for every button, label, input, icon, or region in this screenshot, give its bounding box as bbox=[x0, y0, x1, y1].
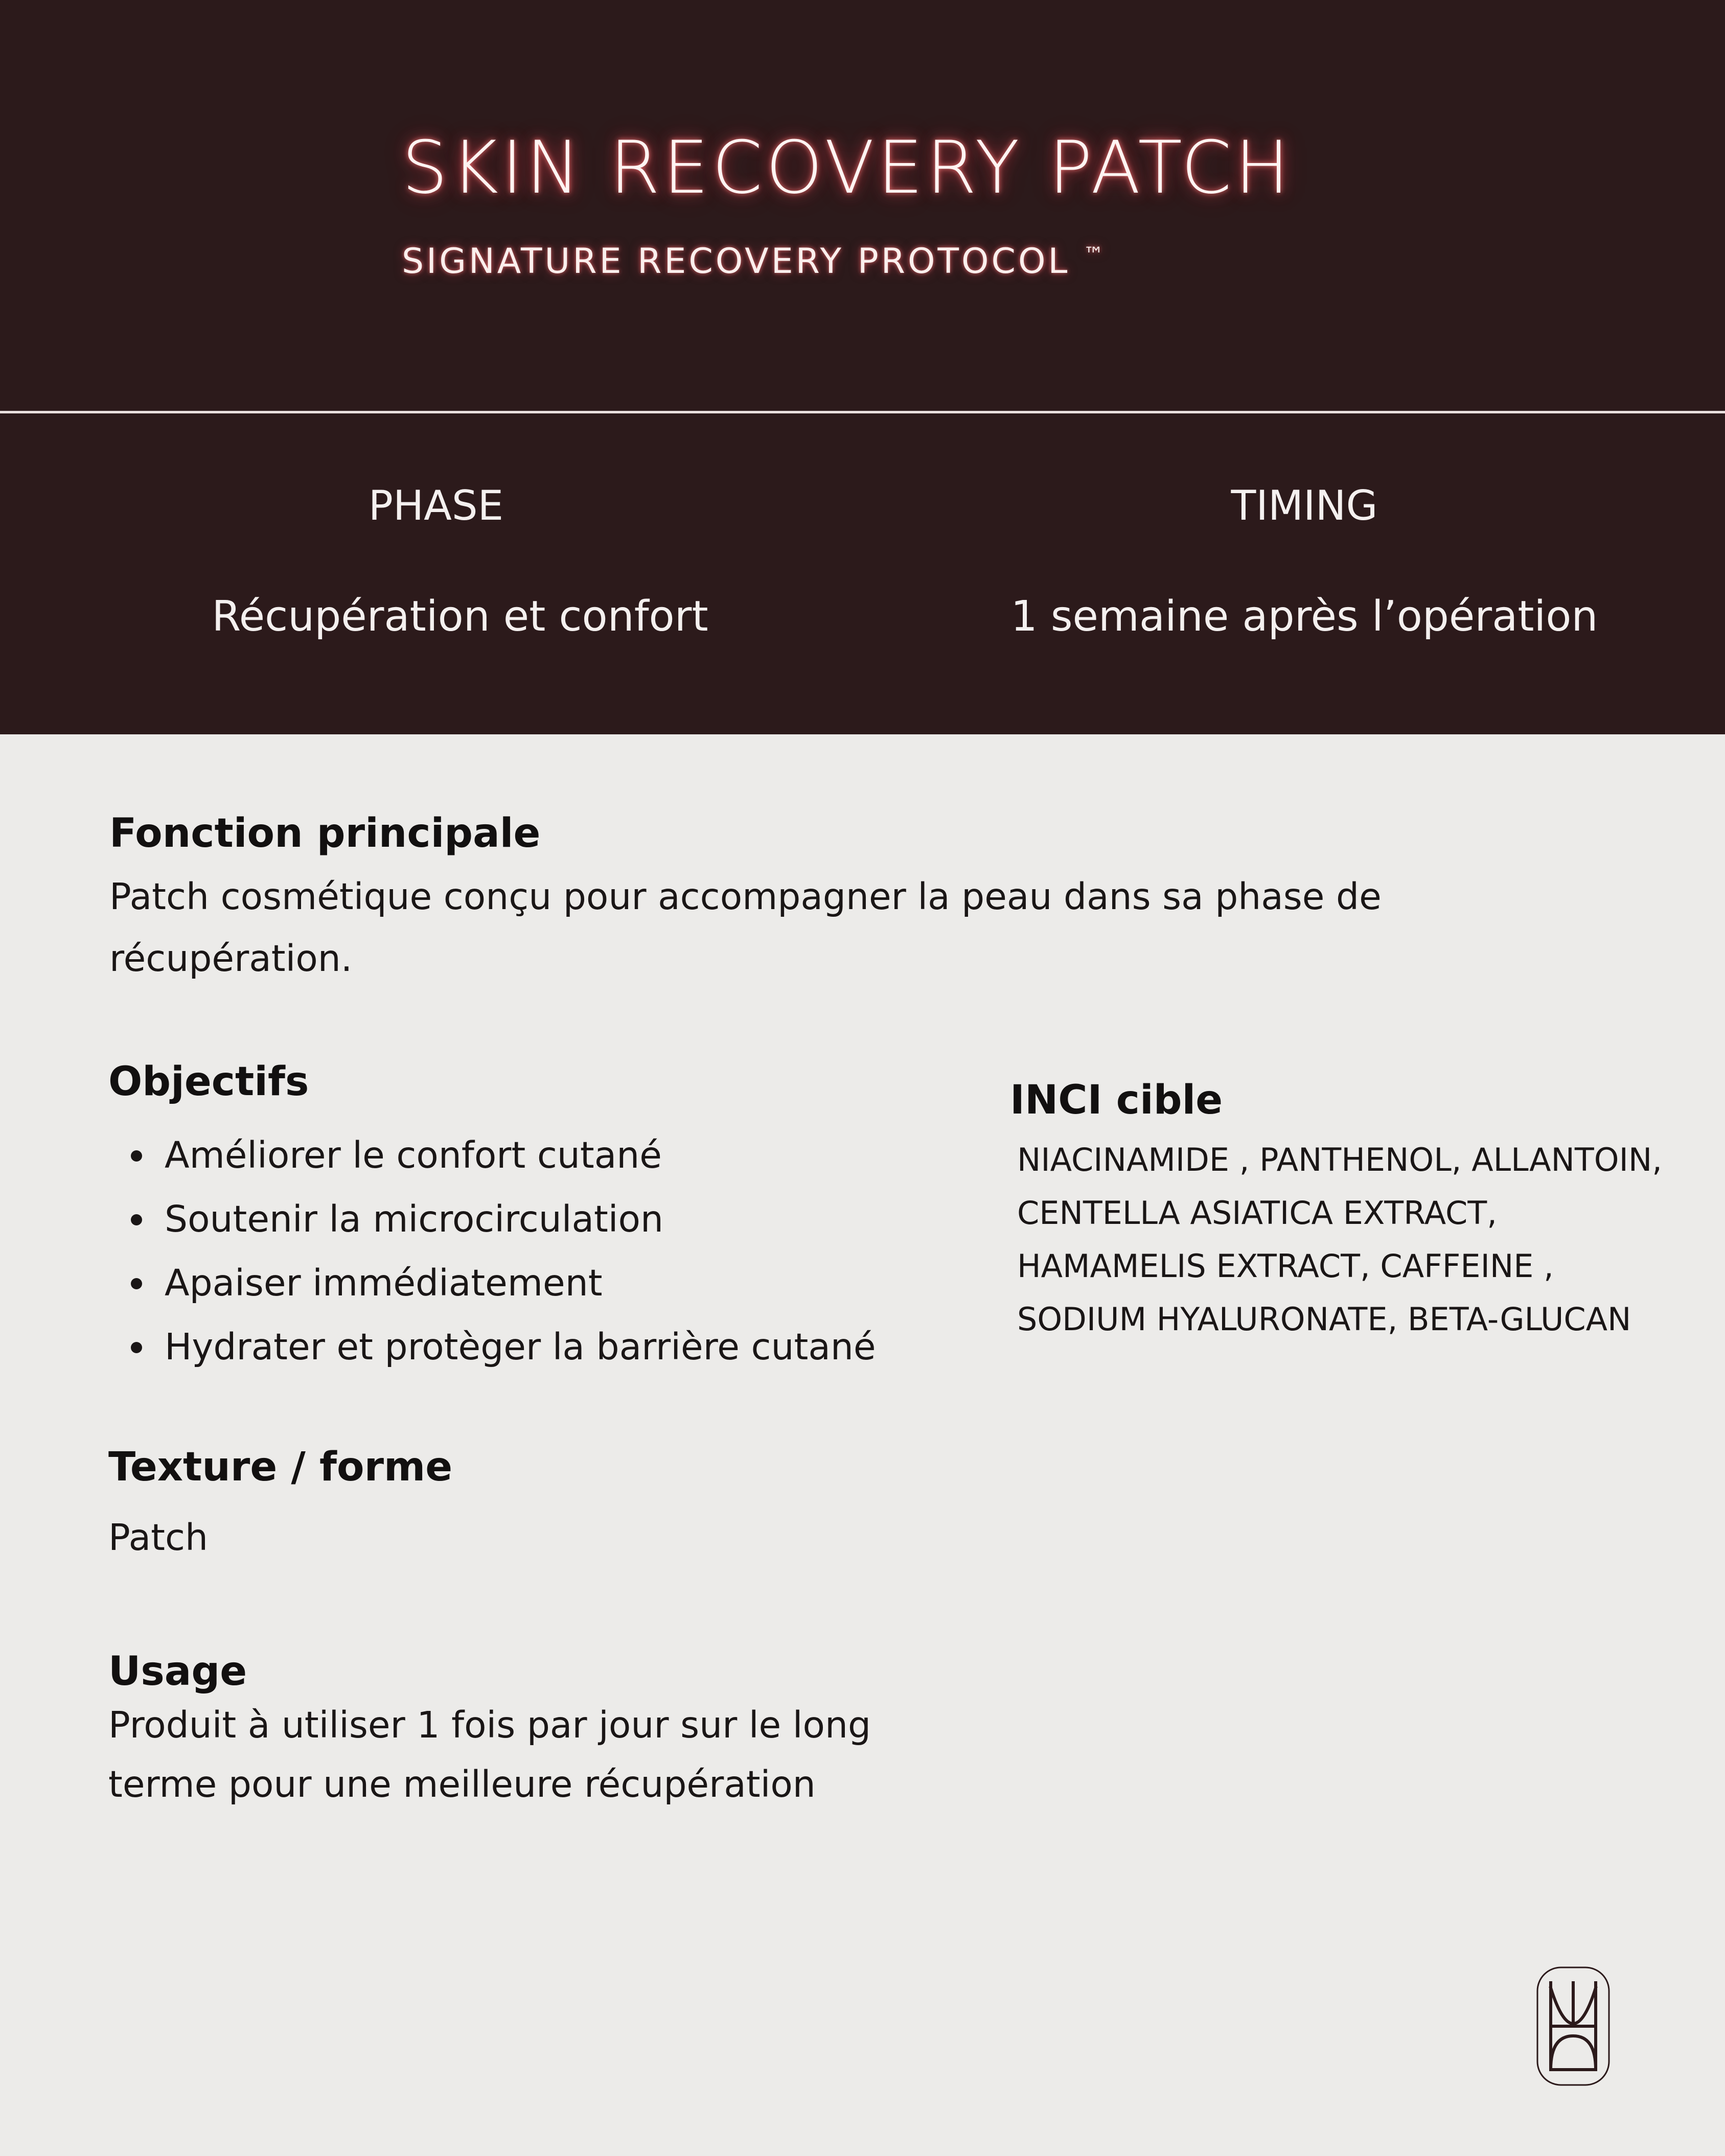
inci-heading: INCI cible bbox=[1010, 1077, 1223, 1123]
objectifs-heading: Objectifs bbox=[108, 1059, 309, 1105]
bullet-icon bbox=[131, 1278, 142, 1289]
texture-text: Patch bbox=[108, 1516, 209, 1559]
usage-text: Produit à utiliser 1 fois par jour sur le long terme pour une meilleure récupération bbox=[108, 1704, 871, 1805]
page-title: SKIN RECOVERY PATCH bbox=[402, 126, 1293, 210]
list-item-text: Apaiser immédiatement bbox=[165, 1262, 603, 1304]
phase-label: PHASE bbox=[368, 482, 504, 529]
timing-label: TIMING bbox=[1231, 482, 1378, 529]
page-subtitle bbox=[402, 241, 1104, 282]
header-band bbox=[0, 0, 1725, 734]
list-item-text: Soutenir la microcirculation bbox=[165, 1198, 663, 1240]
phase-value: Récupération et confort bbox=[212, 592, 708, 641]
list-item bbox=[108, 1123, 876, 1187]
list-item-text: Améliorer le confort cutané bbox=[165, 1134, 662, 1176]
list-item bbox=[108, 1187, 876, 1251]
subtitle-text: SIGNATURE RECOVERY PROTOCOL bbox=[402, 241, 1070, 282]
trademark-symbol: ™ bbox=[1083, 243, 1104, 267]
usage-heading: Usage bbox=[108, 1649, 247, 1695]
header-divider bbox=[0, 411, 1725, 413]
timing-value: 1 semaine après l’opération bbox=[1010, 592, 1598, 641]
fonction-text: Patch cosmétique conçu pour accompagner la peau dans sa phase de récupération. bbox=[109, 875, 1382, 980]
brand-monogram-icon bbox=[1536, 1966, 1610, 2086]
list-item bbox=[108, 1251, 876, 1315]
fonction-heading: Fonction principale bbox=[109, 810, 541, 856]
bullet-icon bbox=[131, 1150, 142, 1162]
bullet-icon bbox=[131, 1342, 142, 1353]
inci-text: NIACINAMIDE , PANTHENOL, ALLANTOIN, CENTELLA ASIATICA EXTRACT, HAMAMELIS EXTRACT, CAFFEINE , SODIUM HYALURONATE, BETA-GLUCAN bbox=[1017, 1141, 1662, 1338]
bullet-icon bbox=[131, 1214, 142, 1225]
list-item bbox=[108, 1315, 876, 1379]
list-item-text: Hydrater et protèger la barrière cutané bbox=[165, 1326, 876, 1368]
texture-heading: Texture / forme bbox=[108, 1444, 453, 1490]
objectifs-list bbox=[108, 1123, 876, 1379]
